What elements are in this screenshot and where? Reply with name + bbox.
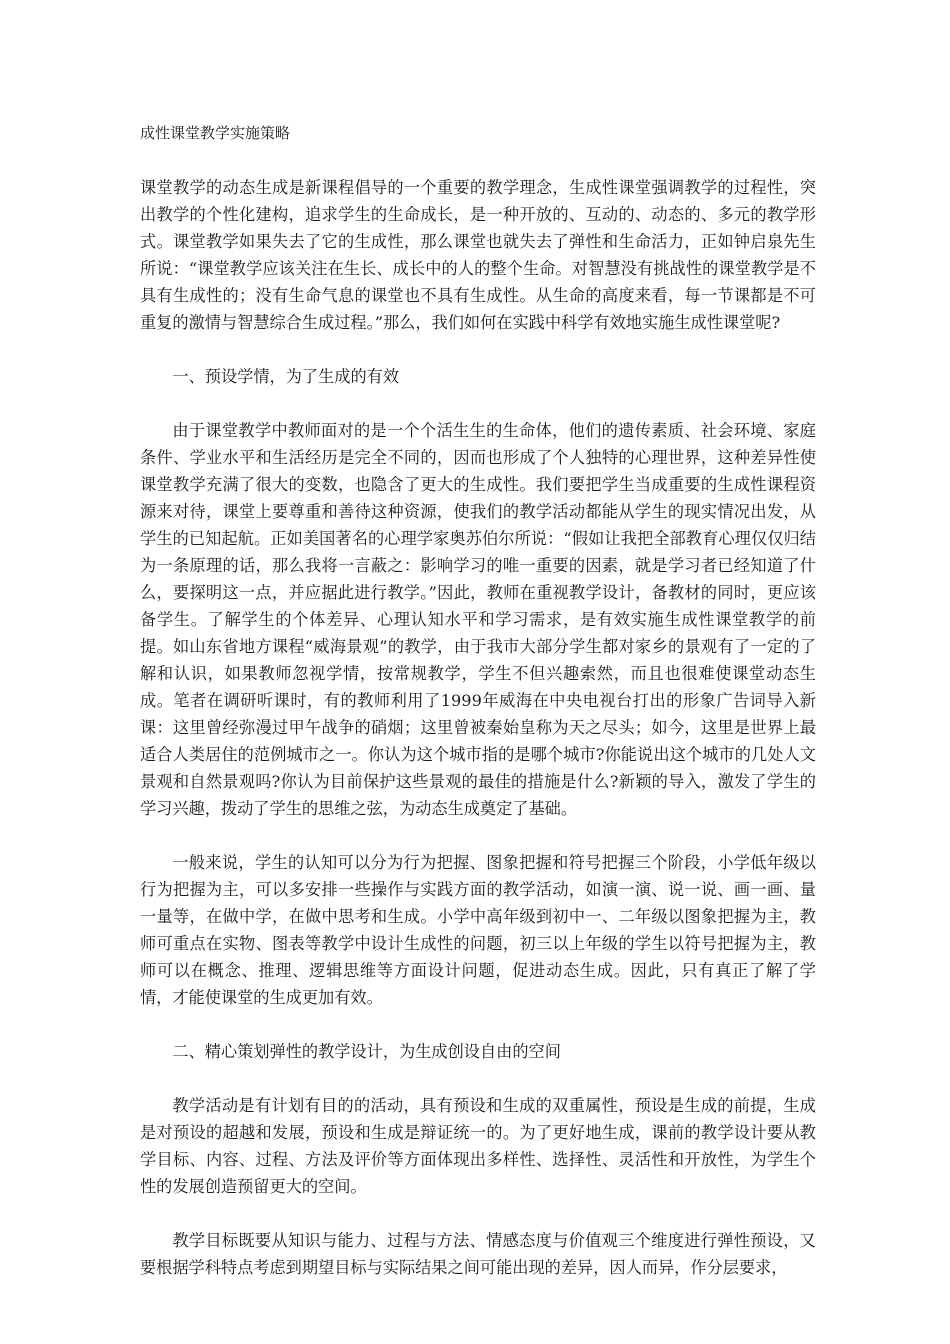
section-2-paragraph-1: 教学活动是有计划有目的的活动，具有预设和生成的双重属性，预设是生成的前提，生成是对预设的超越和发展，预设和生成是辩证统一的。为了更好地生成，课前的教学设计要从教学目标、内容、过程、方法及评价等方面体现出多样性、选择性、灵活性和开放性，为学生个性的发展创造预留更大的空间。 bbox=[140, 1096, 816, 1196]
section-1-paragraph-1: 由于课堂教学中教师面对的是一个个活生生的生命体，他们的遗传素质、社会环境、家庭条件、学业水平和生活经历是完全不同的，因而也形成了个人独特的心理世界，这种差异性使课堂教学充满了很大的变数，也隐含了更大的生成性。我们要把学生当成重要的生成性课程资源来对待，课堂上要尊重和善待这种资源，使我们的教学活动都能从学生的现实情况出发，从学生的已知起航。正如美国著名的心理学家奥苏伯尔所说：“假如让我把全部教育心理仅仅归结为一条原理的话，那么我将一言蔽之：影响学习的唯一重要的因素，就是学习者已经知道了什么，要探明这一点，并应据此进行教学。”因此，教师在重视教学设计，备教材的同时，更应该备学生。了解学生的个体差异、心理认知水平和学习需求，是有效实施生成性课堂教学的前提。如山东省地方课程“威海景观”的教学，由于我市大部分学生都对家乡的景观有了一定的了解和认识，如果教师忽视学情，按常规教学，学生不但兴趣索然，而且也很难使课堂动态生成。笔者在调研听课时，有的教师利用了1999年威海在中央电视台打出的形象广告词导入新课：这里曾经弥漫过甲午战争的硝烟；这里曾被秦始皇称为天之尽头；如今，这里是世界上最适合人类居住的范例城市之一。你认为这个城市指的是哪个城市?你能说出这个城市的几处人文景观和自然景观吗?你认为目前保护这些景观的最佳的措施是什么?新颖的导入，激发了学生的学习兴趣，拨动了学生的思维之弦，为动态生成奠定了基础。 bbox=[140, 421, 816, 818]
document-title: 成性课堂教学实施策略 bbox=[140, 124, 291, 142]
document-page bbox=[140, 120, 816, 1281]
section-2-paragraph-2: 教学目标既要从知识与能力、过程与方法、情感态度与价值观三个维度进行弹性预设，又要根据学科特点考虑到期望目标与实际结果之间可能出现的差异，因人而异，作分层要求， bbox=[140, 1231, 816, 1277]
section-2-heading: 二、精心策划弹性的教学设计，为生成创设自由的空间 bbox=[172, 1042, 561, 1061]
intro-paragraph: 课堂教学的动态生成是新课程倡导的一个重要的教学理念，生成性课堂强调教学的过程性，突出教学的个性化建构，追求学生的生命成长，是一种开放的、互动的、动态的、多元的教学形式。课堂教学如果失去了它的生成性，那么课堂也就失去了弹性和生命活力，正如钟启泉先生所说：“课堂教学应该关注在生长、成长中的人的整个生命。对智慧没有挑战性的课堂教学是不具有生成性的；没有生命气息的课堂也不具有生成性。从生命的高度来看，每一节课都是不可重复的激情与智慧综合生成过程。”那么，我们如何在实践中科学有效地实施生成性课堂呢? bbox=[140, 178, 816, 332]
section-1-heading: 一、预设学情，为了生成的有效 bbox=[172, 367, 400, 386]
section-1-paragraph-2: 一般来说，学生的认知可以分为行为把握、图象把握和符号把握三个阶段，小学低年级以行为把握为主，可以多安排一些操作与实践方面的教学活动，如演一演、说一说、画一画、量一量等，在做中学，在做中思考和生成。小学中高年级到初中一、二年级以图象把握为主，教师可重点在实物、图表等教学中设计生成性的问题，初三以上年级的学生以符号把握为主，教师可以在概念、推理、逻辑思维等方面设计问题，促进动态生成。因此，只有真正了解了学情，才能使课堂的生成更加有效。 bbox=[140, 853, 816, 1007]
